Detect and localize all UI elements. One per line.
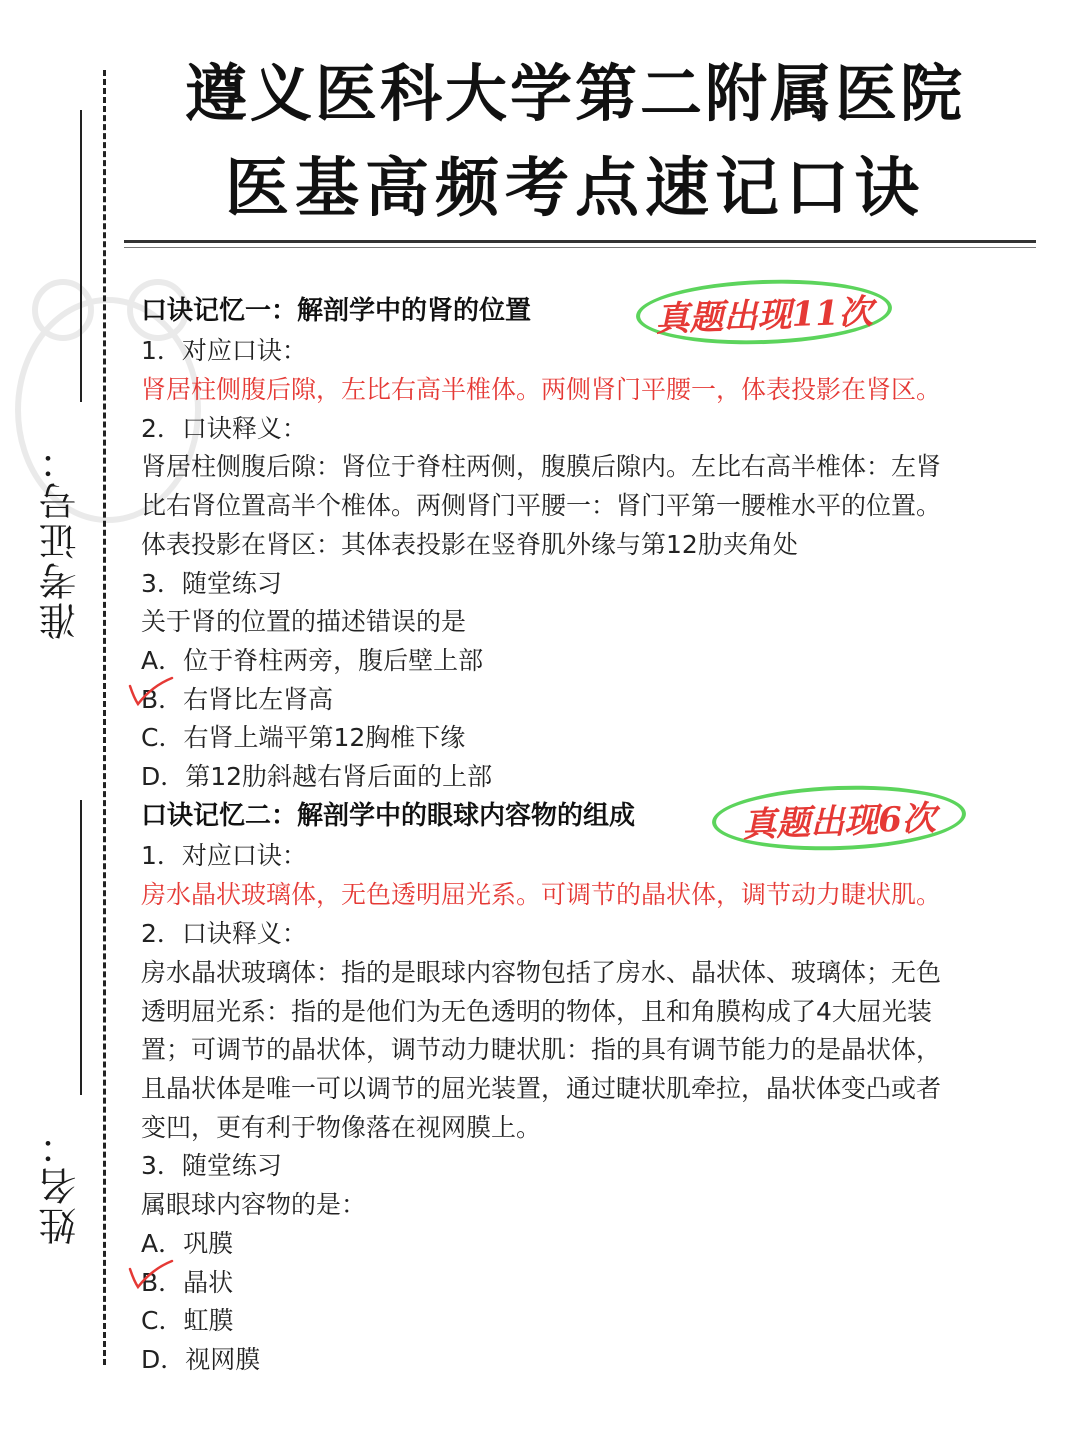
exam-id-label: 准考证号： (39, 440, 83, 640)
section-2-explanation-line: 变凹，更有利于物像落在视网膜上。 (141, 1113, 542, 1142)
section-2-practice-label: 3．随堂练习 (141, 1151, 282, 1180)
section-2-mnemonic-label: 1．对应口诀： (141, 841, 307, 870)
section-1-explanation-line: 体表投影在肾区：其体表投影在竖脊肌外缘与第12肋夹角处 (141, 530, 798, 559)
section-2-frequency-badge: 真题出现6次 (711, 782, 967, 855)
section-1-option-c: C．右肾上端平第12胸椎下缘 (141, 723, 466, 752)
section-2-option-a: A．巩膜 (141, 1229, 234, 1258)
checkmark-icon (126, 676, 176, 708)
section-2-mnemonic: 房水晶状玻璃体，无色透明屈光系。可调节的晶状体，调节动力睫状肌。 (141, 880, 942, 909)
section-2-title: 口诀记忆二：解剖学中的眼球内容物的组成 (141, 801, 636, 831)
section-2-explanation-line: 房水晶状玻璃体：指的是眼球内容物包括了房水、晶状体、玻璃体；无色 (141, 958, 942, 987)
section-2-option-c: C．虹膜 (141, 1306, 234, 1335)
section-2-explanation-line: 透明屈光系：指的是他们为无色透明的物体，且和角膜构成了4大屈光装 (141, 997, 932, 1026)
section-1-title: 口诀记忆一：解剖学中的肾的位置 (141, 296, 532, 326)
section-2-explanation-label: 2．口诀释义： (141, 919, 307, 948)
section-2-option-d: D．视网膜 (141, 1345, 261, 1374)
section-1-explanation-label: 2．口诀释义： (141, 414, 307, 443)
section-2-question: 属眼球内容物的是： (141, 1190, 367, 1219)
section-1-option-d: D．第12肋斜越右肾后面的上部 (141, 762, 493, 791)
header-divider (124, 240, 1036, 243)
section-1-explanation-line: 肾居柱侧腹后隙：肾位于脊柱两侧，腹膜后隙内。左比右高半椎体：左肾 (141, 452, 942, 481)
hospital-title: 遵义医科大学第二附属医院 (184, 57, 965, 130)
exam-id-write-line (80, 110, 82, 402)
section-1-explanation-line: 比右肾位置高半个椎体。两侧肾门平腰一：肾门平第一腰椎水平的位置。 (141, 491, 942, 520)
section-1-practice-label: 3．随堂练习 (141, 569, 282, 598)
name-write-line (80, 800, 82, 1095)
section-2-explanation-line: 且晶状体是唯一可以调节的屈光装置，通过睫状肌牵拉，晶状体变凸或者 (141, 1074, 942, 1103)
section-1-option-b: B．右肾比左肾高 (141, 685, 334, 714)
page-title: 医基高频考点速记口诀 (225, 152, 925, 226)
section-1-frequency-badge: 真题出现11次 (635, 276, 893, 349)
name-label: 姓名： (39, 1125, 83, 1245)
section-2-option-b: B．晶状 (141, 1268, 234, 1297)
section-1-mnemonic: 肾居柱侧腹后隙，左比右高半椎体。两侧肾门平腰一，体表投影在肾区。 (141, 375, 942, 404)
section-1-mnemonic-label: 1．对应口诀： (141, 336, 307, 365)
checkmark-icon (126, 1259, 176, 1291)
section-2-explanation-line: 置；可调节的晶状体，调节动力睫状肌：指的具有调节能力的是晶状体， (141, 1035, 942, 1064)
section-1-question: 关于肾的位置的描述错误的是 (141, 607, 467, 636)
section-1-option-a: A．位于脊柱两旁，腹后壁上部 (141, 646, 484, 675)
header-divider-thin (124, 247, 1036, 248)
margin-dashed-cut-line (103, 70, 106, 1365)
